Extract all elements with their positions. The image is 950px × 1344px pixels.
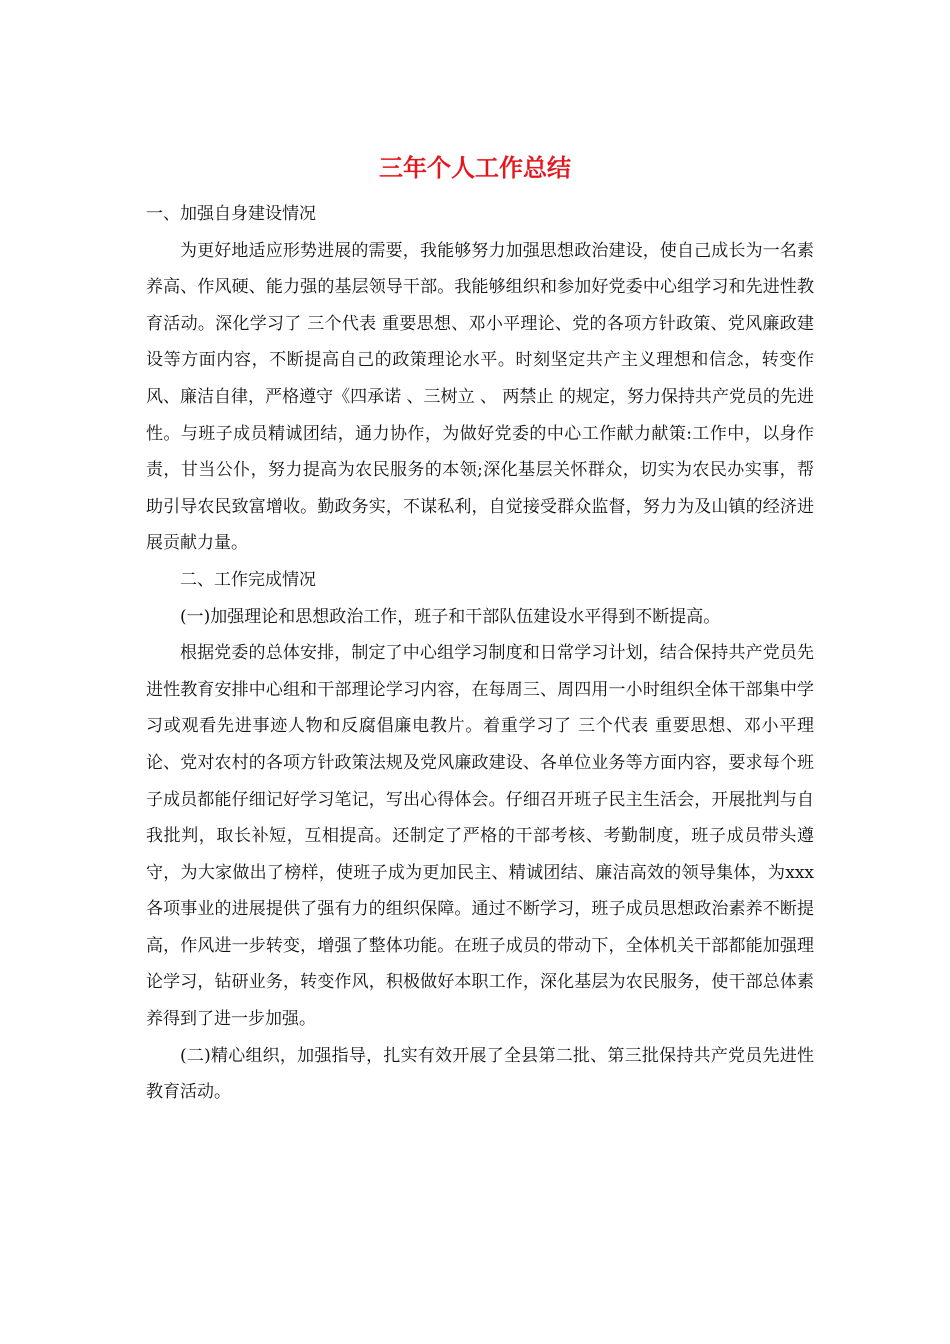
document-title: 三年个人工作总结 [379,153,571,182]
section-heading-1: 一、加强自身建设情况 [146,204,316,224]
subsection-heading-2: (二)精心组织，加强指导，扎实有效开展了全县第二批、第三批保持共产党员先进性教育活动。 [146,1045,814,1103]
subsection-heading-1: (一)加强理论和思想政治工作，班子和干部队伍建设水平得到不断提高。 [180,606,721,627]
document-body [146,196,814,1111]
section-heading-2: 二、工作完成情况 [180,569,316,590]
paragraph-self-building: 为更好地适应形势进展的需要，我能够努力加强思想政治建设，使自己成长为一名素养高、作风硬、能力强的基层领导干部。我能够组织和参加好党委中心组学习和先进性教育活动。深化学习了 三个代表 重要思想、邓小平理论、党的各项方针政策、党风廉政建设等方面内容，不断提高自己的政策理论水平。时刻坚定共产主义理想和信念，转变作风、廉洁自律，严格遵守《四承诺 、三树立 、 两禁止 的规定，努力保持共产党员的先进性。与班子成员精诚团结，通力协作，为做好党委的中心工作献力献策:工作中，以身作责，甘当公仆，努力提高为农民服务的本领;深化基层关怀群众，切实为农民办实事，帮助引导农民致富增收。勤政务实，不谋私利，自觉接受群众监督，努力为及山镇的经济进展贡献力量。 [146,240,814,554]
paragraph-theory-work: 根据党委的总体安排，制定了中心组学习制度和日常学习计划，结合保持共产党员先进性教育安排中心组和干部理论学习内容，在每周三、周四用一小时组织全体干部集中学习或观看先进事迹人物和反腐倡廉电教片。着重学习了 三个代表 重要思想、邓小平理论、党对农村的各项方针政策法规及党风廉政建设、各单位业务等方面内容，要求每个班子成员都能仔细记好学习笔记，写出心得体会。仔细召开班子民主生活会，开展批判与自我批判，取长补短，互相提高。还制定了严格的干部考核、考勤制度，班子成员带头遵守，为大家做出了榜样，使班子成为更加民主、精诚团结、廉洁高效的领导集体，为xxx各项事业的进展提供了强有力的组织保障。通过不断学习，班子成员思想政治素养不断提高，作风进一步转变，增强了整体功能。在班子成员的带动下，全体机关干部都能加强理论学习，钻研业务，转变作风，积极做好本职工作，深化基层为农民服务，使干部总体素养得到了进一步加强。 [146,643,814,1030]
